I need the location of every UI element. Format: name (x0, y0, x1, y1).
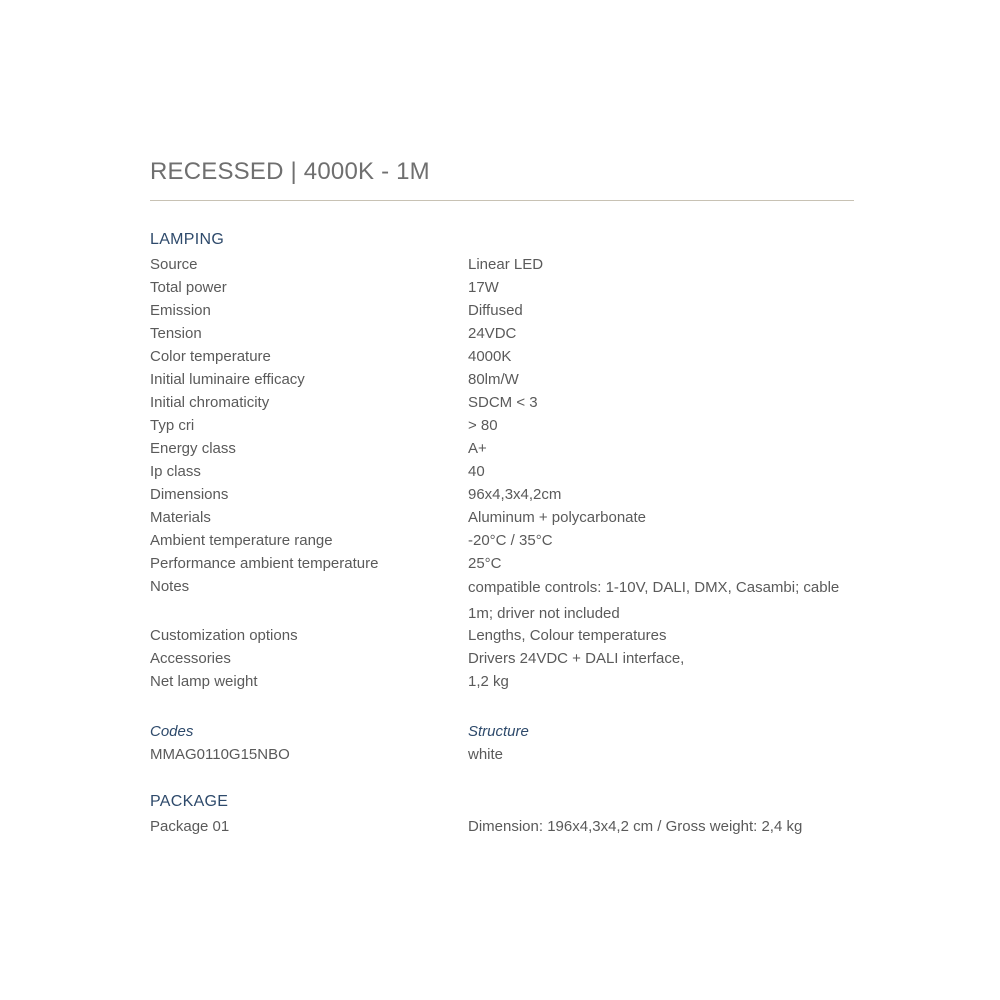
spec-row-materials (150, 506, 854, 529)
spec-row-color-temperature (150, 345, 854, 368)
spec-label: Notes (150, 578, 190, 595)
spec-value: 80lm/W (468, 371, 519, 388)
package-heading: PACKAGE (150, 793, 229, 810)
spec-row-accessories (150, 647, 854, 670)
spec-value: 24VDC (468, 325, 517, 342)
spec-label: Initial luminaire efficacy (150, 371, 305, 388)
codes-value: MMAG0110G15NBO (150, 746, 290, 763)
spec-row-dimensions (150, 483, 854, 506)
spec-value: Aluminum + polycarbonate (468, 509, 647, 526)
spec-label: Customization options (150, 627, 298, 644)
spec-label: Typ cri (150, 417, 195, 434)
spec-value: Diffused (468, 302, 523, 319)
lamping-spec-list (150, 253, 854, 693)
spec-label: Performance ambient temperature (150, 555, 379, 572)
spec-label: Dimensions (150, 486, 229, 503)
spec-row-emission (150, 299, 854, 322)
spec-label: Materials (150, 509, 211, 526)
spec-row-energy-class (150, 437, 854, 460)
spec-value: Lengths, Colour temperatures (468, 627, 667, 644)
spec-row-luminaire-efficacy (150, 368, 854, 391)
structure-block (468, 720, 529, 766)
spec-row-ambient-temperature-range (150, 529, 854, 552)
spec-label: Source (150, 256, 198, 273)
spec-row-chromaticity (150, 391, 854, 414)
structure-value: white (468, 746, 504, 763)
spec-value: 1,2 kg (468, 673, 509, 690)
spec-value: 25°C (468, 555, 502, 572)
package-value: Dimension: 196x4,3x4,2 cm / Gross weight: 2,4 kg (468, 818, 803, 835)
spec-label: Total power (150, 279, 227, 296)
spec-value: 17W (468, 279, 499, 296)
spec-value: compatible controls: 1-10V, DALI, DMX, Casambi; cable 1m; driver not included (468, 579, 840, 622)
codes-block (150, 720, 290, 766)
spec-row-ip-class (150, 460, 854, 483)
package-label: Package 01 (150, 818, 230, 835)
spec-row-net-lamp-weight (150, 670, 854, 693)
product-title: RECESSED | 4000K - 1M (150, 158, 430, 185)
spec-row-typ-cri (150, 414, 854, 437)
spec-value: A+ (468, 440, 487, 457)
spec-value: > 80 (468, 417, 498, 434)
spec-label: Emission (150, 302, 211, 319)
lamping-heading: LAMPING (150, 231, 225, 248)
spec-label: Ip class (150, 463, 201, 480)
spec-value: 4000K (468, 348, 512, 365)
title-divider (150, 200, 854, 201)
spec-value: -20°C / 35°C (468, 532, 553, 549)
spec-row-total-power (150, 276, 854, 299)
spec-label: Net lamp weight (150, 673, 258, 690)
spec-value: 40 (468, 463, 485, 480)
spec-row-notes (150, 575, 854, 627)
codes-heading: Codes (150, 723, 194, 740)
spec-value: Linear LED (468, 256, 544, 273)
spec-value: 96x4,3x4,2cm (468, 486, 562, 503)
spec-row-source (150, 253, 854, 276)
spec-value: SDCM < 3 (468, 394, 538, 411)
structure-heading: Structure (468, 723, 529, 740)
spec-label: Color temperature (150, 348, 271, 365)
spec-value: Drivers 24VDC + DALI interface, (468, 650, 685, 667)
spec-row-tension (150, 322, 854, 345)
spec-label: Tension (150, 325, 202, 342)
spec-label: Ambient temperature range (150, 532, 333, 549)
spec-row-customization-options (150, 624, 854, 647)
spec-label: Energy class (150, 440, 236, 457)
spec-row-performance-ambient-temperature (150, 552, 854, 575)
spec-label: Accessories (150, 650, 231, 667)
spec-label: Initial chromaticity (150, 394, 270, 411)
